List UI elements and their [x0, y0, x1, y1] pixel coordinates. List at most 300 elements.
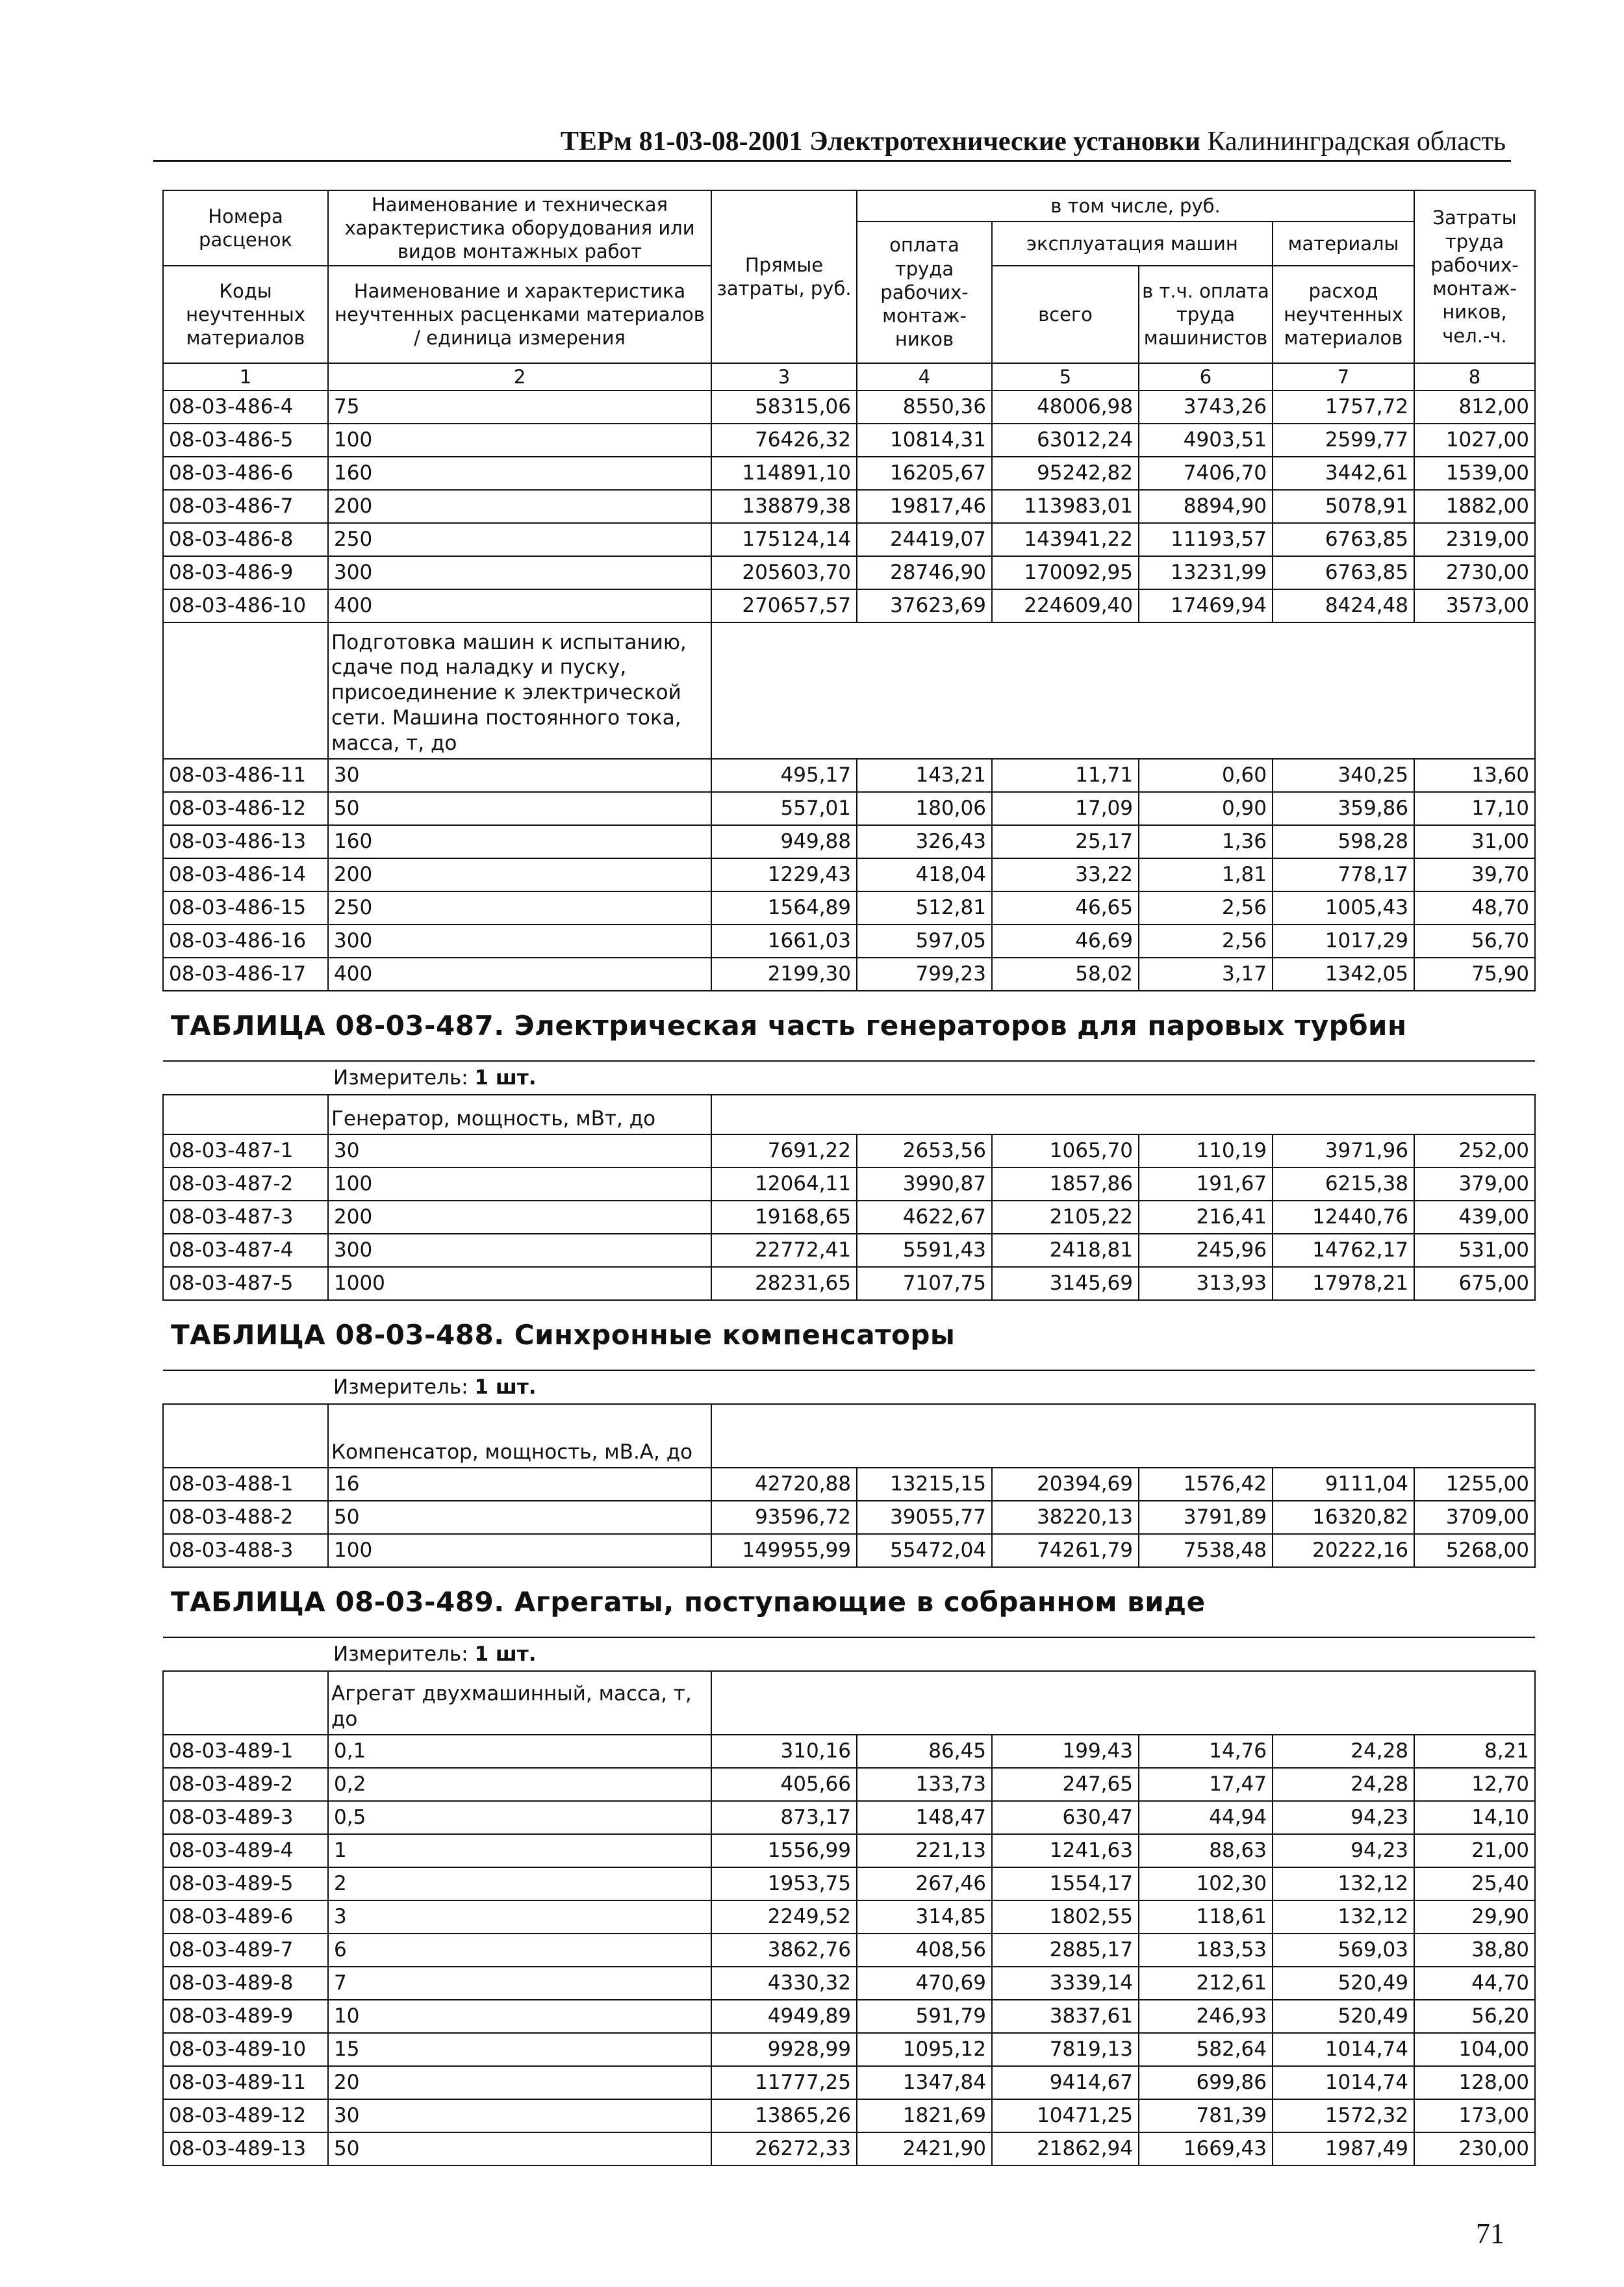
- rate-value-c4: 16205,67: [857, 457, 992, 490]
- rate-value-c8: 8,21: [1414, 1735, 1535, 1768]
- rate-value-c7: 3971,96: [1273, 1134, 1414, 1168]
- rate-value-c8: 39,70: [1414, 858, 1535, 891]
- table-row: [163, 2066, 1535, 2099]
- rate-value-c6: 1669,43: [1139, 2132, 1273, 2166]
- rate-value-c3: 2249,52: [711, 1900, 857, 1934]
- measure-unit: 1 шт.: [474, 1066, 537, 1090]
- rate-value-c4: 133,73: [857, 1768, 992, 1801]
- table-title-cell: [163, 1300, 1535, 1370]
- rate-value-c7: 24,28: [1273, 1735, 1414, 1768]
- rate-value-c7: 778,17: [1273, 858, 1414, 891]
- rate-value-c3: 13865,26: [711, 2099, 857, 2132]
- rate-value-c4: 267,46: [857, 1867, 992, 1900]
- rate-value-c8: 21,00: [1414, 1834, 1535, 1867]
- rate-value-c3: 873,17: [711, 1801, 857, 1834]
- measure-cell: [328, 1370, 1535, 1404]
- rate-parameter: 400: [328, 958, 711, 991]
- rate-value-c8: 230,00: [1414, 2132, 1535, 2166]
- table-row: [163, 1501, 1535, 1534]
- rate-value-c5: 58,02: [992, 958, 1139, 991]
- rate-code: 08-03-488-2: [163, 1501, 328, 1534]
- rate-value-c6: 582,64: [1139, 2033, 1273, 2066]
- table-title-cell: [163, 991, 1535, 1061]
- rate-value-c7: 359,86: [1273, 792, 1414, 825]
- rate-value-c5: 11,71: [992, 759, 1139, 792]
- column-index: 7: [1273, 363, 1414, 390]
- rate-value-c8: 12,70: [1414, 1768, 1535, 1801]
- group-row: [163, 1404, 1535, 1468]
- rate-code: 08-03-489-11: [163, 2066, 328, 2099]
- rate-code: 08-03-486-6: [163, 457, 328, 490]
- rate-code: 08-03-489-2: [163, 1768, 328, 1801]
- rate-value-c4: 7107,75: [857, 1267, 992, 1300]
- rate-value-c5: 74261,79: [992, 1534, 1139, 1567]
- rate-value-c3: 26272,33: [711, 2132, 857, 2166]
- header-region: Калининградская область: [1200, 127, 1506, 157]
- rate-parameter: 300: [328, 925, 711, 958]
- rate-value-c3: 949,88: [711, 825, 857, 858]
- rate-value-c8: 812,00: [1414, 390, 1535, 424]
- group-heading-dc-machine: Подготовка машин к испытанию, сдаче под наладку и пуску, присоединение к электрической сети. Машина постоянного тока, масса, т, до: [328, 622, 711, 759]
- measure-text: [333, 1642, 537, 1666]
- table-title-row: [163, 1300, 1535, 1370]
- rate-value-c7: 1342,05: [1273, 958, 1414, 991]
- rate-value-c5: 25,17: [992, 825, 1139, 858]
- col-head-machines-drivers: в т.ч. оплата труда машинистов: [1139, 266, 1273, 363]
- rate-code: 08-03-489-3: [163, 1801, 328, 1834]
- rate-value-c4: 148,47: [857, 1801, 992, 1834]
- measure-blank: [163, 1637, 328, 1671]
- rate-code: 08-03-486-8: [163, 523, 328, 556]
- rate-value-c7: 2599,77: [1273, 424, 1414, 457]
- rate-value-c8: 14,10: [1414, 1801, 1535, 1834]
- table-row: [163, 1201, 1535, 1234]
- rate-value-c8: 25,40: [1414, 1867, 1535, 1900]
- measure-label: Измеритель:: [333, 1066, 475, 1090]
- rate-value-c6: 781,39: [1139, 2099, 1273, 2132]
- rate-parameter: 10: [328, 2000, 711, 2033]
- table-title-row: [163, 991, 1535, 1061]
- rate-value-c6: 3,17: [1139, 958, 1273, 991]
- rate-value-c4: 418,04: [857, 858, 992, 891]
- rate-value-c8: 75,90: [1414, 958, 1535, 991]
- rate-code: 08-03-489-10: [163, 2033, 328, 2066]
- table-row: [163, 858, 1535, 891]
- col-head-name: Наименование и техническая характеристика оборудования или видов монтажных работ: [328, 190, 711, 266]
- rate-parameter: 250: [328, 891, 711, 925]
- rate-value-c5: 46,69: [992, 925, 1139, 958]
- rate-value-c5: 247,65: [992, 1768, 1139, 1801]
- table-row: [163, 1934, 1535, 1967]
- group-values-blank: [711, 1671, 1535, 1735]
- rate-value-c5: 10471,25: [992, 2099, 1139, 2132]
- rate-value-c8: 56,20: [1414, 2000, 1535, 2033]
- page-number: 71: [1476, 2217, 1504, 2249]
- col-head-machines: эксплуатация машин: [992, 222, 1273, 266]
- rate-value-c3: 149955,99: [711, 1534, 857, 1567]
- group-code-blank: [163, 622, 328, 759]
- rate-value-c3: 76426,32: [711, 424, 857, 457]
- group-code-blank: [163, 1404, 328, 1468]
- rate-value-c5: 38220,13: [992, 1501, 1139, 1534]
- rate-code: 08-03-488-1: [163, 1468, 328, 1501]
- measure-cell: [328, 1061, 1535, 1095]
- rate-parameter: 200: [328, 490, 711, 523]
- rate-value-c3: 1953,75: [711, 1867, 857, 1900]
- rate-parameter: 200: [328, 858, 711, 891]
- rate-value-c5: 48006,98: [992, 390, 1139, 424]
- table-row: [163, 2033, 1535, 2066]
- rate-value-c7: 16320,82: [1273, 1501, 1414, 1534]
- rate-value-c3: 495,17: [711, 759, 857, 792]
- rate-value-c5: 9414,67: [992, 2066, 1139, 2099]
- table-row: [163, 556, 1535, 589]
- rate-parameter: 3: [328, 1900, 711, 1934]
- rate-parameter: 250: [328, 523, 711, 556]
- rate-value-c8: 3709,00: [1414, 1501, 1535, 1534]
- rate-value-c6: 17,47: [1139, 1768, 1273, 1801]
- rate-value-c4: 28746,90: [857, 556, 992, 589]
- rate-value-c5: 33,22: [992, 858, 1139, 891]
- col-head-name-sub: Наименование и характеристика неучтенных расценками материалов / единица измерения: [328, 266, 711, 363]
- rate-code: 08-03-487-2: [163, 1168, 328, 1201]
- rate-code: 08-03-487-3: [163, 1201, 328, 1234]
- header-bold: ТЕРм 81-03-08-2001 Электротехнические установки: [560, 127, 1200, 157]
- rate-value-c6: 7406,70: [1139, 457, 1273, 490]
- rate-value-c6: 246,93: [1139, 2000, 1273, 2033]
- rate-value-c5: 2105,22: [992, 1201, 1139, 1234]
- table-row: [163, 1735, 1535, 1768]
- group-heading-aggregate: Агрегат двухмашинный, масса, т, до: [328, 1671, 711, 1735]
- rate-value-c8: 48,70: [1414, 891, 1535, 925]
- rate-parameter: 16: [328, 1468, 711, 1501]
- rate-value-c4: 13215,15: [857, 1468, 992, 1501]
- table-row: [163, 457, 1535, 490]
- group-values-blank: [711, 1404, 1535, 1468]
- rate-value-c6: 13231,99: [1139, 556, 1273, 589]
- rate-value-c6: 14,76: [1139, 1735, 1273, 1768]
- rate-value-c3: 7691,22: [711, 1134, 857, 1168]
- rate-value-c3: 9928,99: [711, 2033, 857, 2066]
- rate-parameter: 100: [328, 1534, 711, 1567]
- measure-label: Измеритель:: [333, 1375, 475, 1399]
- rate-value-c6: 1576,42: [1139, 1468, 1273, 1501]
- rate-value-c3: 42720,88: [711, 1468, 857, 1501]
- measure-row: [163, 1637, 1535, 1671]
- rate-parameter: 160: [328, 457, 711, 490]
- rate-parameter: 50: [328, 792, 711, 825]
- rate-parameter: 0,1: [328, 1735, 711, 1768]
- rate-value-c5: 1802,55: [992, 1900, 1139, 1934]
- table-row: [163, 1234, 1535, 1267]
- rate-parameter: 0,5: [328, 1801, 711, 1834]
- rate-code: 08-03-486-10: [163, 589, 328, 622]
- rate-code: 08-03-486-12: [163, 792, 328, 825]
- rate-parameter: 50: [328, 1501, 711, 1534]
- table-row: [163, 1168, 1535, 1201]
- table-row: [163, 825, 1535, 858]
- measure-unit: 1 шт.: [474, 1642, 537, 1666]
- rate-value-c8: 1882,00: [1414, 490, 1535, 523]
- rate-value-c4: 86,45: [857, 1735, 992, 1768]
- table-row: [163, 1134, 1535, 1168]
- rate-code: 08-03-489-9: [163, 2000, 328, 2033]
- group-row: [163, 1095, 1535, 1134]
- table-row: [163, 891, 1535, 925]
- rate-code: 08-03-486-9: [163, 556, 328, 589]
- running-header: [153, 123, 1511, 162]
- table-row: [163, 2132, 1535, 2166]
- price-table: [162, 190, 1536, 2166]
- table-title-cell: [163, 1567, 1535, 1637]
- rate-value-c5: 95242,82: [992, 457, 1139, 490]
- rate-value-c6: 110,19: [1139, 1134, 1273, 1168]
- table-title-row: [163, 1567, 1535, 1637]
- rate-value-c5: 143941,22: [992, 523, 1139, 556]
- rate-value-c4: 8550,36: [857, 390, 992, 424]
- table-row: [163, 1900, 1535, 1934]
- rate-value-c4: 597,05: [857, 925, 992, 958]
- rate-value-c7: 5078,91: [1273, 490, 1414, 523]
- rate-parameter: 1000: [328, 1267, 711, 1300]
- rate-parameter: 6: [328, 1934, 711, 1967]
- column-index: 6: [1139, 363, 1273, 390]
- column-index: 3: [711, 363, 857, 390]
- rate-value-c6: 2,56: [1139, 925, 1273, 958]
- rate-value-c6: 245,96: [1139, 1234, 1273, 1267]
- rate-value-c4: 24419,07: [857, 523, 992, 556]
- rate-code: 08-03-489-13: [163, 2132, 328, 2166]
- rate-value-c3: 270657,57: [711, 589, 857, 622]
- rate-value-c5: 170092,95: [992, 556, 1139, 589]
- rate-value-c3: 93596,72: [711, 1501, 857, 1534]
- rate-value-c3: 310,16: [711, 1735, 857, 1768]
- rate-value-c7: 9111,04: [1273, 1468, 1414, 1501]
- rate-parameter: 1: [328, 1834, 711, 1867]
- group-row: [163, 1671, 1535, 1735]
- column-index: 2: [328, 363, 711, 390]
- rate-code: 08-03-487-4: [163, 1234, 328, 1267]
- rate-value-c8: 31,00: [1414, 825, 1535, 858]
- rate-value-c6: 191,67: [1139, 1168, 1273, 1201]
- rate-value-c3: 175124,14: [711, 523, 857, 556]
- rate-value-c8: 29,90: [1414, 1900, 1535, 1934]
- rate-parameter: 15: [328, 2033, 711, 2066]
- rate-code: 08-03-486-4: [163, 390, 328, 424]
- table-head: [163, 190, 1535, 390]
- rate-value-c3: 1661,03: [711, 925, 857, 958]
- rate-value-c5: 21862,94: [992, 2132, 1139, 2166]
- rate-value-c3: 11777,25: [711, 2066, 857, 2099]
- group-code-blank: [163, 1671, 328, 1735]
- rate-value-c7: 520,49: [1273, 2000, 1414, 2033]
- rate-value-c6: 1,36: [1139, 825, 1273, 858]
- rate-value-c4: 55472,04: [857, 1534, 992, 1567]
- rate-value-c5: 20394,69: [992, 1468, 1139, 1501]
- rate-value-c6: 8894,90: [1139, 490, 1273, 523]
- rate-value-c3: 28231,65: [711, 1267, 857, 1300]
- rate-value-c4: 512,81: [857, 891, 992, 925]
- rate-value-c3: 405,66: [711, 1768, 857, 1801]
- rate-value-c8: 13,60: [1414, 759, 1535, 792]
- measure-row: [163, 1370, 1535, 1404]
- rate-value-c3: 114891,10: [711, 457, 857, 490]
- rate-value-c7: 20222,16: [1273, 1534, 1414, 1567]
- table-title-489: ТАБЛИЦА 08-03-489. Агрегаты, поступающие в собранном виде: [171, 1586, 1206, 1618]
- group-heading-generator: Генератор, мощность, мВт, до: [328, 1095, 711, 1134]
- rate-value-c5: 7819,13: [992, 2033, 1139, 2066]
- rate-value-c7: 6763,85: [1273, 556, 1414, 589]
- rate-value-c4: 180,06: [857, 792, 992, 825]
- rate-value-c8: 128,00: [1414, 2066, 1535, 2099]
- rate-value-c3: 19168,65: [711, 1201, 857, 1234]
- table-row: [163, 523, 1535, 556]
- rate-code: 08-03-486-11: [163, 759, 328, 792]
- rate-parameter: 0,2: [328, 1768, 711, 1801]
- rate-value-c6: 0,90: [1139, 792, 1273, 825]
- rate-value-c7: 3442,61: [1273, 457, 1414, 490]
- rate-parameter: 30: [328, 1134, 711, 1168]
- rate-value-c7: 1014,74: [1273, 2033, 1414, 2066]
- rate-code: 08-03-489-7: [163, 1934, 328, 1967]
- rate-value-c8: 44,70: [1414, 1967, 1535, 2000]
- rate-value-c8: 1539,00: [1414, 457, 1535, 490]
- rate-value-c3: 1564,89: [711, 891, 857, 925]
- table-row: [163, 1834, 1535, 1867]
- rate-value-c8: 173,00: [1414, 2099, 1535, 2132]
- rate-value-c5: 113983,01: [992, 490, 1139, 523]
- rate-value-c4: 326,43: [857, 825, 992, 858]
- col-head-workers-pay: оплата труда рабочих-монтаж-ников: [857, 222, 992, 363]
- col-head-direct: Прямые затраты, руб.: [711, 190, 857, 363]
- rate-value-c7: 17978,21: [1273, 1267, 1414, 1300]
- rate-value-c4: 2653,56: [857, 1134, 992, 1168]
- table-row: [163, 589, 1535, 622]
- rate-code: 08-03-487-1: [163, 1134, 328, 1168]
- rate-value-c4: 314,85: [857, 1900, 992, 1934]
- table-row: [163, 2099, 1535, 2132]
- rate-value-c4: 799,23: [857, 958, 992, 991]
- measure-text: [333, 1375, 537, 1399]
- rate-value-c3: 58315,06: [711, 390, 857, 424]
- col-head-materials-sub: расход неучтенных материалов: [1273, 266, 1414, 363]
- rate-value-c4: 1095,12: [857, 2033, 992, 2066]
- rate-code: 08-03-486-14: [163, 858, 328, 891]
- rate-code: 08-03-489-5: [163, 1867, 328, 1900]
- group-values-blank: [711, 622, 1535, 759]
- table-row: [163, 1867, 1535, 1900]
- rate-value-c5: 3837,61: [992, 2000, 1139, 2033]
- rate-value-c3: 557,01: [711, 792, 857, 825]
- rate-value-c4: 19817,46: [857, 490, 992, 523]
- rate-value-c6: 216,41: [1139, 1201, 1273, 1234]
- rate-value-c7: 340,25: [1273, 759, 1414, 792]
- rate-value-c8: 104,00: [1414, 2033, 1535, 2066]
- col-head-labor: Затраты труда рабочих-монтаж-ников, чел.-ч.: [1414, 190, 1535, 363]
- rate-value-c6: 212,61: [1139, 1967, 1273, 2000]
- rate-value-c7: 520,49: [1273, 1967, 1414, 2000]
- rate-value-c5: 2418,81: [992, 1234, 1139, 1267]
- rate-value-c6: 2,56: [1139, 891, 1273, 925]
- rate-value-c6: 4903,51: [1139, 424, 1273, 457]
- rate-value-c7: 14762,17: [1273, 1234, 1414, 1267]
- rate-parameter: 30: [328, 2099, 711, 2132]
- rate-value-c5: 630,47: [992, 1801, 1139, 1834]
- table-row: [163, 792, 1535, 825]
- rate-value-c8: 17,10: [1414, 792, 1535, 825]
- rate-value-c7: 1572,32: [1273, 2099, 1414, 2132]
- group-heading-compensator: Компенсатор, мощность, мВ.А, до: [328, 1404, 711, 1468]
- column-index-row: [163, 363, 1535, 390]
- rate-value-c7: 1017,29: [1273, 925, 1414, 958]
- rate-parameter: 300: [328, 556, 711, 589]
- col-head-codes: Номера расценок: [163, 190, 328, 266]
- rate-value-c4: 2421,90: [857, 2132, 992, 2166]
- rate-value-c4: 221,13: [857, 1834, 992, 1867]
- measure-blank: [163, 1370, 328, 1404]
- rate-value-c4: 10814,31: [857, 424, 992, 457]
- rate-code: 08-03-486-13: [163, 825, 328, 858]
- rate-value-c7: 94,23: [1273, 1834, 1414, 1867]
- rate-value-c7: 12440,76: [1273, 1201, 1414, 1234]
- column-index: 4: [857, 363, 992, 390]
- rate-parameter: 50: [328, 2132, 711, 2166]
- rate-value-c7: 132,12: [1273, 1867, 1414, 1900]
- rate-value-c8: 439,00: [1414, 1201, 1535, 1234]
- running-header-text: [561, 126, 1506, 157]
- rate-value-c8: 5268,00: [1414, 1534, 1535, 1567]
- rate-value-c4: 1347,84: [857, 2066, 992, 2099]
- rate-value-c7: 569,03: [1273, 1934, 1414, 1967]
- table-title-488: ТАБЛИЦА 08-03-488. Синхронные компенсаторы: [171, 1319, 956, 1351]
- table-row: [163, 1468, 1535, 1501]
- rate-value-c7: 24,28: [1273, 1768, 1414, 1801]
- rate-value-c3: 1229,43: [711, 858, 857, 891]
- rate-code: 08-03-489-1: [163, 1735, 328, 1768]
- rate-value-c4: 4622,67: [857, 1201, 992, 1234]
- rate-value-c8: 675,00: [1414, 1267, 1535, 1300]
- table-row: [163, 958, 1535, 991]
- rate-value-c4: 1821,69: [857, 2099, 992, 2132]
- rate-value-c7: 8424,48: [1273, 589, 1414, 622]
- rate-value-c3: 3862,76: [711, 1934, 857, 1967]
- rate-value-c6: 313,93: [1139, 1267, 1273, 1300]
- rate-value-c5: 3339,14: [992, 1967, 1139, 2000]
- rate-value-c8: 56,70: [1414, 925, 1535, 958]
- column-index: 1: [163, 363, 328, 390]
- rate-value-c5: 1241,63: [992, 1834, 1139, 1867]
- rate-code: 08-03-489-4: [163, 1834, 328, 1867]
- rate-parameter: 100: [328, 1168, 711, 1201]
- measure-label: Измеритель:: [333, 1642, 475, 1666]
- table-row: [163, 424, 1535, 457]
- measure-blank: [163, 1061, 328, 1095]
- column-index: 8: [1414, 363, 1535, 390]
- rate-value-c4: 591,79: [857, 2000, 992, 2033]
- rate-parameter: 20: [328, 2066, 711, 2099]
- table-row: [163, 925, 1535, 958]
- rate-value-c6: 3743,26: [1139, 390, 1273, 424]
- rate-value-c5: 1554,17: [992, 1867, 1139, 1900]
- measure-row: [163, 1061, 1535, 1095]
- rate-value-c4: 470,69: [857, 1967, 992, 2000]
- rate-value-c8: 3573,00: [1414, 589, 1535, 622]
- rate-value-c5: 224609,40: [992, 589, 1139, 622]
- rate-value-c6: 17469,94: [1139, 589, 1273, 622]
- rate-parameter: 7: [328, 1967, 711, 2000]
- measure-text: [333, 1066, 537, 1090]
- rate-value-c6: 0,60: [1139, 759, 1273, 792]
